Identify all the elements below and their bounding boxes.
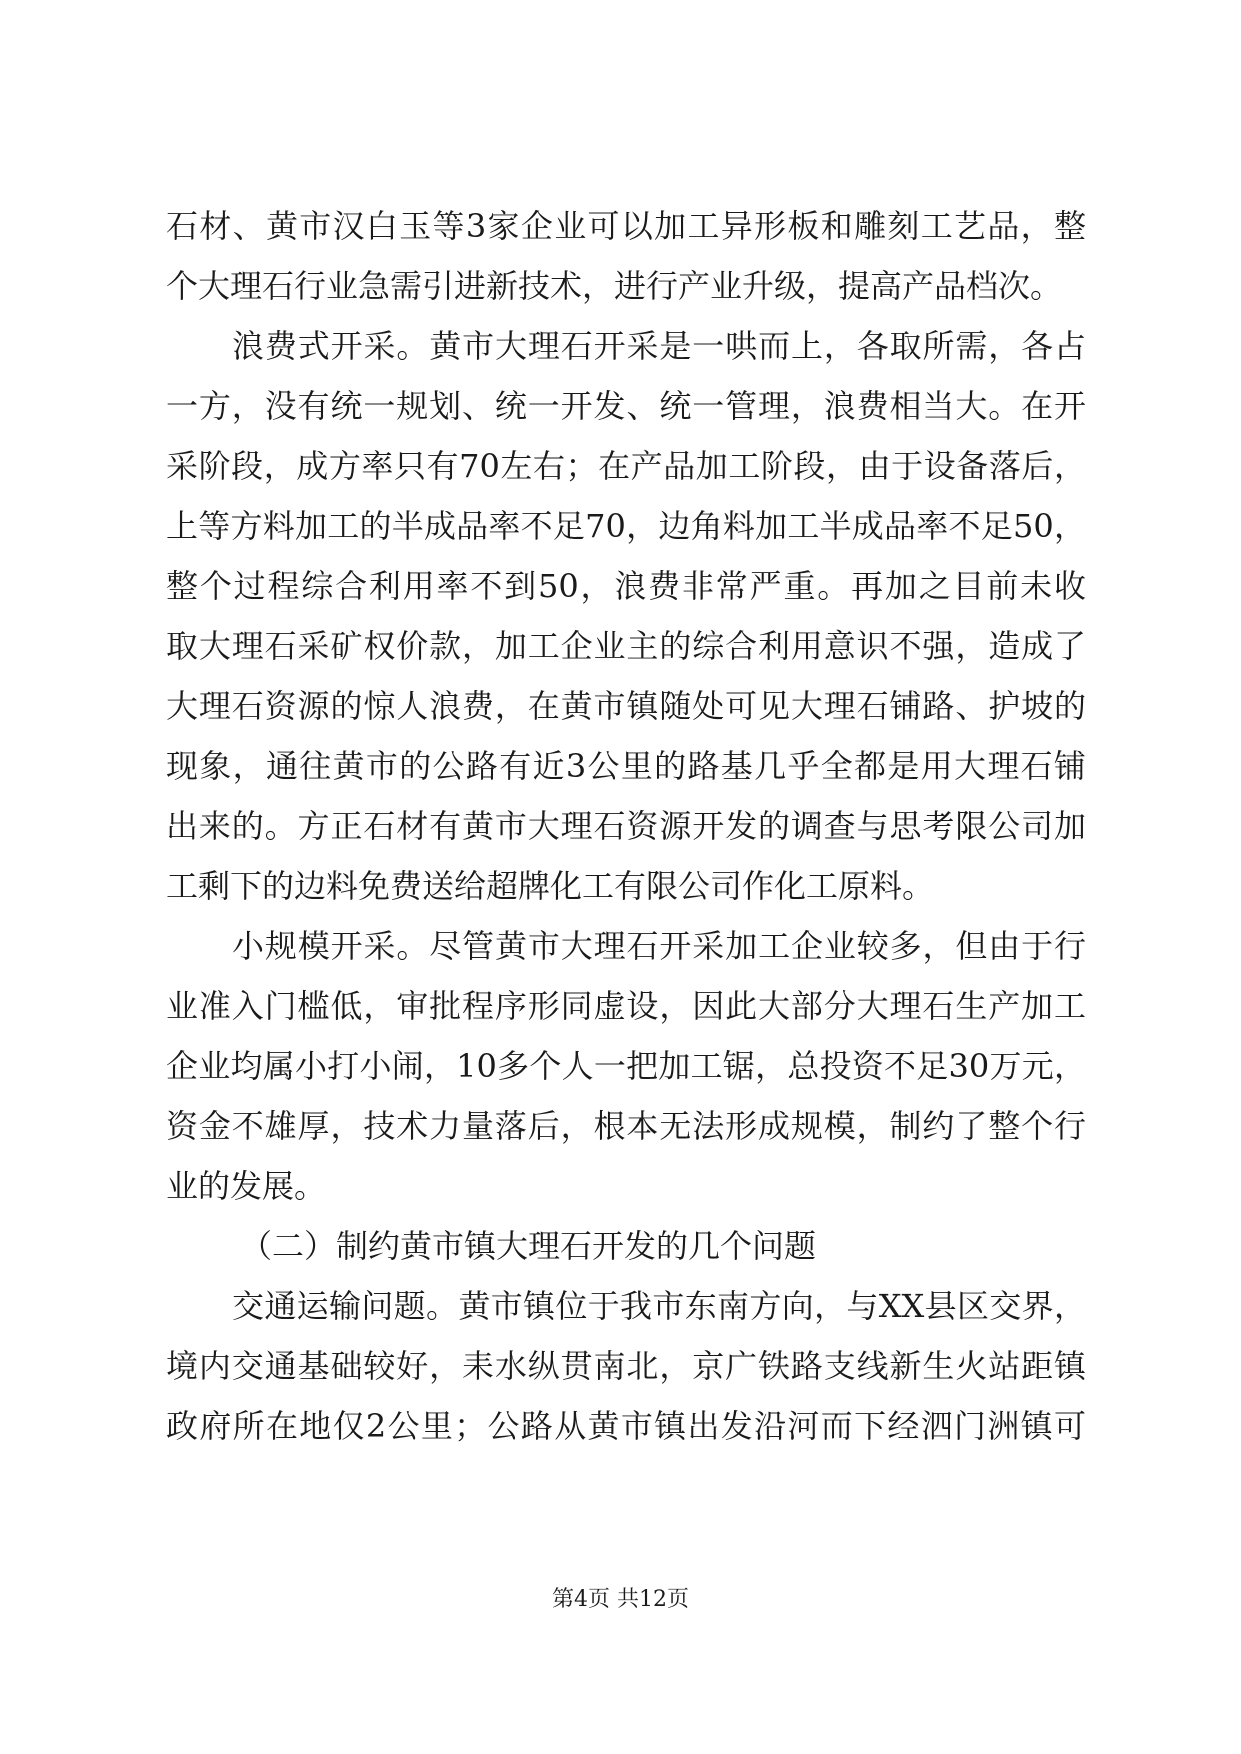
text-line: 小规模开采。尽管黄市大理石开采加工企业较多，但由于行 [232, 927, 1086, 965]
text-line: 出来的。方正石材有黄市大理石资源开发的调查与思考限公司加 [166, 807, 1086, 845]
text-line: 大理石资源的惊人浪费，在黄市镇随处可见大理石铺路、护坡的 [166, 687, 1086, 725]
text-line: 整个过程综合利用率不到50，浪费非常严重。再加之目前未收 [166, 567, 1086, 605]
text-line: 上等方料加工的半成品率不足70，边角料加工半成品率不足50， [166, 507, 1086, 545]
text-line: 个大理石行业急需引进新技术，进行产业升级，提高产品档次。 [166, 267, 1063, 305]
text-line: 取大理石采矿权价款，加工企业主的综合利用意识不强，造成了 [166, 627, 1086, 665]
text-line: 现象，通往黄市的公路有近3公里的路基几乎全都是用大理石铺 [166, 747, 1086, 785]
page-footer: 第4页 共12页 [552, 1587, 689, 1612]
text-line: 企业均属小打小闹，10多个人一把加工锯，总投资不足30万元， [166, 1047, 1086, 1085]
text-line: 交通运输问题。黄市镇位于我市东南方向，与XX县区交界， [232, 1287, 1086, 1325]
text-line: 一方，没有统一规划、统一开发、统一管理，浪费相当大。在开 [166, 387, 1086, 425]
text-line: 业的发展。 [166, 1167, 327, 1205]
text-line: 资金不雄厚，技术力量落后，根本无法形成规模，制约了整个行 [166, 1107, 1086, 1145]
text-line: 工剩下的边料免费送给超牌化工有限公司作化工原料。 [166, 867, 935, 905]
text-line: 业准入门槛低，审批程序形同虚设，因此大部分大理石生产加工 [166, 987, 1086, 1025]
text-line: 浪费式开采。黄市大理石开采是一哄而上，各取所需，各占 [232, 327, 1086, 365]
text-line: 石材、黄市汉白玉等3家企业可以加工异形板和雕刻工艺品，整 [166, 207, 1086, 245]
text-line: 采阶段，成方率只有70左右；在产品加工阶段，由于设备落后， [166, 447, 1086, 485]
text-line: 境内交通基础较好，耒水纵贯南北，京广铁路支线新生火站距镇 [166, 1347, 1086, 1385]
text-line: 政府所在地仅2公里；公路从黄市镇出发沿河而下经泗门洲镇可 [166, 1407, 1086, 1445]
section-heading: （二）制约黄市镇大理石开发的几个问题 [240, 1227, 817, 1265]
